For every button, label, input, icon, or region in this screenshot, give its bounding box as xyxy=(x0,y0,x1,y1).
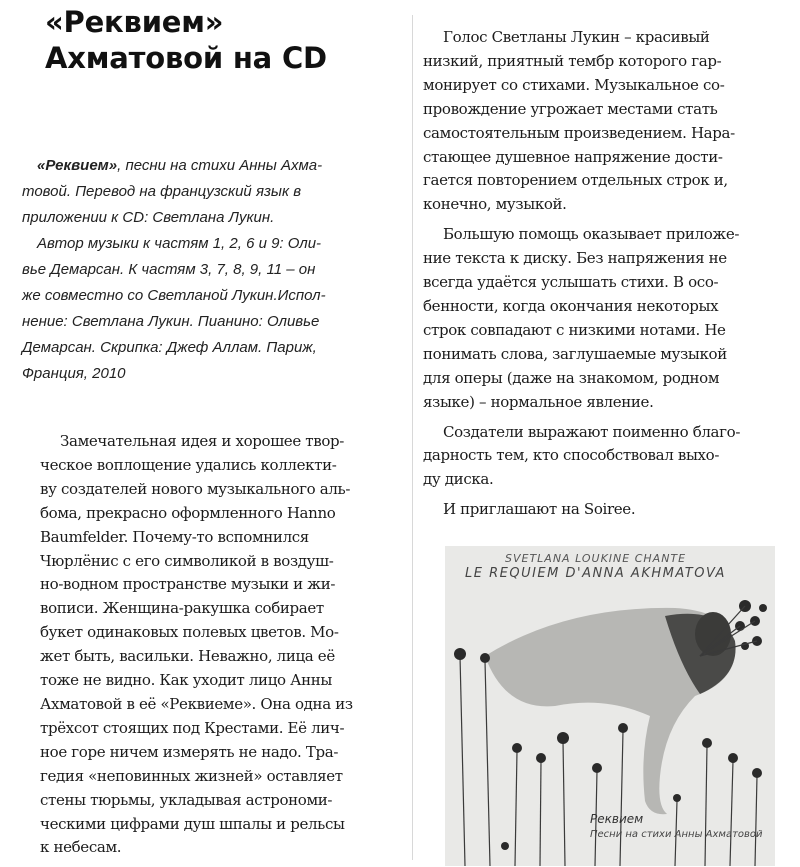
text-line: низкий, приятный тембр которого гар- xyxy=(423,51,722,70)
text-line: И приглашают на Soiree. xyxy=(443,500,636,519)
text-line: ное горе ничем измерять не надо. Тра- xyxy=(40,742,339,761)
album-info xyxy=(22,153,402,387)
text-line: Большую помощь оказывает приложе- xyxy=(443,225,740,244)
cover-caption-title: Реквием xyxy=(590,812,644,826)
text-line: для оперы (даже на знакомом, родном xyxy=(423,368,720,387)
text-line: самостоятельным произведением. Нара- xyxy=(423,123,735,142)
text-line: вописи. Женщина-ракушка собирает xyxy=(40,599,324,618)
text-line: гедия «неповинных жизней» оставляет xyxy=(40,766,343,785)
text-line: бенности, когда окончания некоторых xyxy=(423,296,719,315)
text-line: стены тюрьмы, укладывая астрономи- xyxy=(40,790,333,809)
text-line: но-водном пространстве музыки и жи- xyxy=(40,575,336,594)
text-line: монирует со стихами. Музыкальное со- xyxy=(423,75,725,94)
album-info-line: Автор музыки к частям 1, 2, 6 и 9: Оли- xyxy=(37,235,322,252)
title-line-2: Ахматовой на CD xyxy=(45,41,327,75)
cd-cover-image xyxy=(445,546,775,866)
text-line: языке) – нормальное явление. xyxy=(423,392,654,411)
text-line: тоже не видно. Как уходит лицо Анны xyxy=(40,671,332,690)
text-line: бома, прекрасно оформленного Hanno xyxy=(40,503,336,522)
album-info-line: вье Демарсан. К частям 3, 7, 8, 9, 11 – он xyxy=(22,261,316,278)
text-line: ческое воплощение удались коллекти- xyxy=(40,455,337,474)
text-line: ческими цифрами душ шпалы и рельсы xyxy=(40,814,345,833)
cover-title-line-2: LE REQUIEM D'ANNA AKHMATOVA xyxy=(465,566,726,581)
text-line: всегда удаётся услышать стихи. В осо- xyxy=(423,273,719,292)
text-line: стающее душевное напряжение дости- xyxy=(423,147,723,166)
left-column xyxy=(40,0,402,76)
article-title xyxy=(45,4,402,76)
text-line: понимать слова, заглушаемые музыкой xyxy=(423,344,727,363)
text-line: гается повторением отдельных строк и, xyxy=(423,171,728,190)
text-line: жет быть, васильки. Неважно, лица её xyxy=(40,647,335,666)
text-line: Чюрлёнис с его символикой в воздуш- xyxy=(40,551,334,570)
album-info-line: же совместно со Светланой Лукин.Испол- xyxy=(22,287,326,304)
text-line: строк совпадают с низкими нотами. Не xyxy=(423,320,726,339)
text-line: трёхсот стоящих под Крестами. Её лич- xyxy=(40,718,345,737)
text-line: Baumfelder. Почему-то вспомнился xyxy=(40,527,309,546)
title-line-1: «Реквием» xyxy=(45,5,224,39)
cover-title-line-1: SVETLANA LOUKINE CHANTE xyxy=(505,552,687,565)
text-line: к небесам. xyxy=(40,838,122,857)
album-info-line: Демарсан. Скрипка: Джеф Аллам. Париж, xyxy=(22,339,317,356)
text-line: Ахматовой в её «Реквиеме». Она одна из xyxy=(40,694,353,713)
text-line: Голос Светланы Лукин – красивый xyxy=(443,28,710,46)
album-info-line: нение: Светлана Лукин. Пианино: Оливье xyxy=(22,313,320,330)
album-info-line: «Реквием», песни на стихи Анны Ахма- xyxy=(37,157,323,174)
text-line: Создатели выражают поименно благо- xyxy=(443,422,741,441)
text-line: Замечательная идея и хорошее твор- xyxy=(60,432,344,450)
text-line: букет одинаковых полевых цветов. Мо- xyxy=(40,623,339,642)
album-info-line: товой. Перевод на французский язык в xyxy=(22,183,302,200)
article-body-left xyxy=(40,430,402,860)
text-line: провождение угрожает местами стать xyxy=(423,99,718,118)
text-line: ву создателей нового музыкального аль- xyxy=(40,479,351,498)
text-line: дарность тем, кто способствовал выхо- xyxy=(423,446,720,465)
column-divider xyxy=(412,15,413,860)
text-line: ду диска. xyxy=(423,470,494,489)
article-body-right xyxy=(423,26,788,522)
album-info-line: приложении к CD: Светлана Лукин. xyxy=(22,209,275,226)
cover-caption-subtitle: Песни на стихи Анны Ахматовой xyxy=(590,829,763,840)
text-line: конечно, музыкой. xyxy=(423,195,567,214)
text-line: ние текста к диску. Без напряжения не xyxy=(423,249,727,268)
album-info-line: Франция, 2010 xyxy=(22,365,126,382)
